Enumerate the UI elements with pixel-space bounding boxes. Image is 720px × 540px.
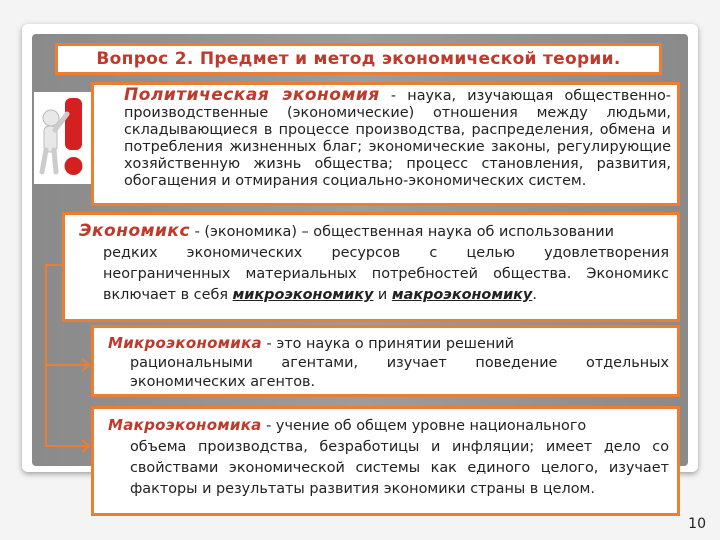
macroeconomics-text: объема производства, безработицы и инфляции; имеет дело со свойствами экономической системы как единого целого, изучает факторы и результаты развития экономики страны в целом. [130,439,669,497]
arrow-head-micro-icon [80,358,92,372]
macroeconomics-term: Макроэкономика [108,416,262,434]
micro-link: микроэкономику [232,287,374,303]
slide-title: Вопрос 2. Предмет и метод экономической теории. [96,49,621,69]
economics-text [79,243,669,306]
economics-and: и [373,287,392,303]
economics-first-line: - (экономика) – общественная наука об использовании [190,224,614,240]
political-economy-term: Политическая экономия [124,85,380,105]
macroeconomics-box [91,406,680,516]
macroeconomics-first-line: - учение об общем уровне национального [261,418,587,434]
arrow-head-macro-icon [80,439,92,453]
microeconomics-text: рациональными агентами, изучает поведение отдельных экономических агентов. [130,355,669,390]
connector-vertical [45,264,47,446]
economics-term: Экономикс [79,221,191,241]
microeconomics-box [91,325,680,397]
macro-link: макроэкономику [391,287,533,303]
page-number: 10 [688,516,706,532]
political-economy-box [91,82,680,206]
microeconomics-first-line: - это наука о принятии решений [261,336,514,352]
microeconomics-term: Микроэкономика [108,334,262,352]
exclamation-figure-icon [34,92,92,184]
economics-rest: редких экономических ресурсов с целью удовлетворения неограниченных материальных потребностей общества. Экономикс включает в себя [103,245,669,303]
economics-end: . [532,287,537,303]
connector-stub [45,264,63,266]
political-economy-text: - наука, изучающая общественно-производственные (экономические) отношения между людьми, складывающиеся в процессе производства, распределения, обмена и потребления жизненных благ; экономические законы, регулирующие хозяйственную жизнь общества; процесс становления, развития, обогащения и отмирания социально-экономических систем. [124,88,671,189]
slide-title-box [55,43,662,75]
economics-box [62,212,680,322]
